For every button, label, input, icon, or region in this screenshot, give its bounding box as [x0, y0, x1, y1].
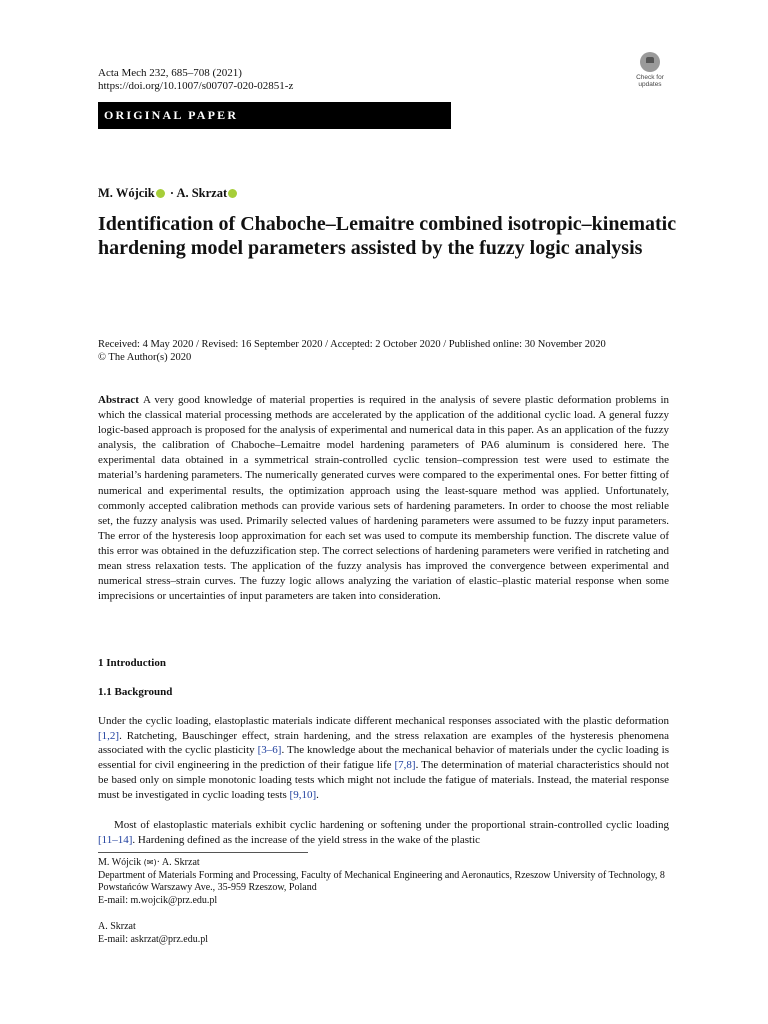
body-paragraph: [98, 818, 669, 847]
citation-link[interactable]: [9,10]: [289, 788, 317, 801]
envelope-icon: (✉): [143, 858, 157, 867]
paragraph-text: . Hardening defined as the increase of the yield stress in the wake of the plastic: [132, 833, 481, 846]
coauthor: · A. Skrzat: [156, 857, 200, 868]
section-heading: 1 Introduction: [98, 657, 166, 669]
paragraph-text: . The knowledge about the mechanical behavior of materials under the cyclic loading is essential for civil engineering in the prediction of their fatigue life: [98, 744, 669, 772]
paragraph-text: . The determination of material characteristics should not be based only on simple monotonic loading tests which might not include the fatigue of materials. Instead, the material response must be investigated in cyclic loading tests: [98, 759, 669, 801]
crossmark-label-1: Check for: [636, 74, 664, 81]
author-footnote: [98, 921, 673, 946]
body-paragraph: [98, 714, 669, 802]
abstract-text: A very good knowledge of material properties is required in the analysis of severe plastic deformation problems in which the classical material processing methods are accelerated by the application of the additional cyclic load. A general fuzzy logic-based approach is proposed for the analysis of experimental and numerical data in this paper. As an application of the fuzzy analysis, the calibration of Chaboche–Lemaitre model hardening parameters of PA6 aluminum is considered here. The experimental data obtained in a symmetrical strain-controlled cyclic tension–compression test were used to estimate the material’s hardening parameters. The numerically generated curves were compared to the experimental ones. For better fitting of numerical and experimental results, the optimization approach using the least-square method was applied. Unfortunately, commonly accepted calibration methods can provide various sets of hardening parameters. In order to choose the most reliable set, the fuzzy analysis was used. Primarily selected values of hardening parameters were assumed to be fuzzy input parameters. The error of the hysteresis loop approximation for each set was used to compute its membership function. The discrete value of this error was obtained in the defuzzification step. The correct selections of hardening parameters were verified in ratcheting and mean stress relaxation tests. The application of the fuzzy analysis has improved the convergence between experimental and numerical stress–strain curves. The fuzzy logic allows analyzing the variation of elastic–plastic material response when some imprecisions or uncertainties of input parameters are taken into consideration.: [98, 394, 669, 603]
author-name[interactable]: A. Skrzat: [176, 186, 228, 200]
email-link[interactable]: E-mail: askrzat@prz.edu.pl: [98, 933, 208, 945]
paragraph-text: Under the cyclic loading, elastoplastic materials indicate different mechanical responses associated with the plastic deformation: [98, 715, 669, 727]
crossmark-icon: [640, 52, 660, 72]
author-footnote: [98, 857, 673, 907]
author-list: [98, 185, 239, 201]
paragraph-text: . Ratcheting, Bauschinger effect, strain hardening, and the stress relaxation are examples of the hysteresis phenomena associated with the cyclic plasticity: [98, 729, 669, 757]
subsection-heading: 1.1 Background: [98, 686, 173, 698]
author-name[interactable]: M. Wójcik: [98, 186, 155, 200]
paragraph-text: .: [316, 788, 319, 801]
affiliation: Department of Materials Forming and Processing, Faculty of Mechanical Engineering and Aeronautics, Rzeszow University of Technology, 8 Powstańców Warszawy Ave., 35-959 Rzeszow, Poland: [98, 869, 665, 894]
crossmark-button[interactable]: [631, 52, 669, 90]
history-dates: Received: 4 May 2020 / Revised: 16 September 2020 / Accepted: 2 October 2020 / Published online: 30 November 2020: [98, 339, 606, 350]
crossmark-label-2: updates: [638, 81, 662, 88]
citation-link[interactable]: [7,8]: [394, 759, 416, 772]
email-link[interactable]: E-mail: m.wojcik@prz.edu.pl: [98, 894, 218, 906]
journal-citation: Acta Mech 232, 685–708 (2021): [98, 67, 242, 79]
publication-dates: [98, 338, 606, 364]
doi-link[interactable]: https://doi.org/10.1007/s00707-020-02851-z: [98, 80, 294, 92]
corresponding-author: M. Wójcik: [98, 857, 142, 868]
article-type-banner: ORIGINAL PAPER: [98, 102, 451, 129]
citation-link[interactable]: [11–14]: [98, 833, 133, 846]
abstract-label: Abstract: [98, 394, 139, 406]
footnote-divider: [98, 852, 308, 853]
citation-link[interactable]: [1,2]: [98, 729, 120, 742]
paper-title: Identification of Chaboche–Lemaitre combined isotropic–kinematic hardening model parameters assisted by the fuzzy logic analysis: [98, 213, 677, 259]
citation-link[interactable]: [3–6]: [257, 744, 282, 757]
abstract: [98, 393, 669, 604]
copyright-line: © The Author(s) 2020: [98, 352, 192, 363]
author-separator: ·: [169, 186, 175, 200]
paragraph-text: Most of elastoplastic materials exhibit cyclic hardening or softening under the proportional strain-controlled cyclic loading: [114, 819, 669, 831]
orcid-icon[interactable]: [228, 189, 237, 198]
orcid-icon[interactable]: [156, 189, 165, 198]
coauthor-name: A. Skrzat: [98, 921, 136, 932]
